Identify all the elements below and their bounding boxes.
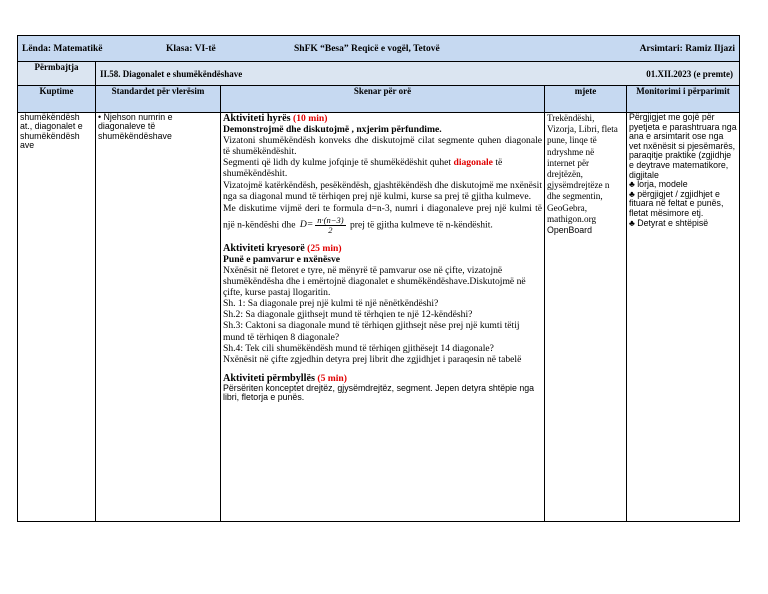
diagonal-formula	[300, 216, 346, 235]
intro-paragraph-1: Vizatoni shumëkëndësh konveks dhe diskutojmë cilat segmente quhen diagonale të shumëkëndëshit.	[223, 135, 542, 158]
col-monitorimi: Monitorimi i përparimit	[627, 86, 740, 113]
intro-paragraph-3: Vizatojmë katërkëndësh, pesëkëndësh, gjashtëkëndësh dhe diskutojmë me nxënësit nga sa diagonal mund të tërhiqen prej një kulmi, kurse sa prej të gjitha kulmeve.	[223, 179, 542, 202]
formula-denominator: 2	[328, 224, 333, 235]
task-1: Sh. 1: Sa diagonale prej një kulmi të një nënëtkëndëshi?	[223, 298, 439, 310]
monitorimi-cell	[627, 113, 740, 522]
mjete-text: Trekëndëshi, Vizorja, Libri, fleta pune, linqe të ndryshme në internet për drejtëzën, gjysëmdrejtëze n dhe segmentin, GeoGebra, mathigon.org	[547, 113, 618, 224]
content-row	[18, 113, 740, 522]
activity-closing-title: Aktiviteti përmbyllës	[223, 372, 315, 384]
monitor-line-2: ♣ lorja, modele	[629, 179, 688, 190]
activity-intro-subtitle: Demonstrojmë dhe diskutojmë , nxjerim përfundime.	[223, 124, 442, 136]
activity-main-time: (25 min)	[307, 242, 342, 254]
monitor-line-3: ♣ përgjigjet / zgjidhjet e fituara në feltat e punës, fletat mësimore etj.	[629, 188, 724, 218]
kuptime-cell	[18, 113, 96, 522]
activity-intro-title: Aktiviteti hyrës	[223, 113, 291, 124]
col-mjete: mjete	[545, 86, 627, 113]
subject-label: Lënda: Matematikë	[22, 43, 103, 54]
main-paragraph-2: Nxënësit në çifte zgjedhin detyra prej librit dhe zgjidhjet i paraqesin në tabelë	[223, 353, 522, 365]
activity-main-title: Aktiviteti kryesorë	[223, 242, 305, 254]
mjete-cell	[545, 113, 627, 522]
standardet-text: • Njehson numrin e diagonaleve të shumëkëndëshave	[98, 112, 173, 141]
intro-paragraph-2	[223, 157, 542, 179]
formula-numerator: n·(n−3)	[317, 214, 344, 225]
formula-fraction	[315, 216, 345, 235]
task-2: Sh.2: Sa diagonale gjithsejt mund të tërhqien te një 12-këndëshi?	[223, 309, 473, 321]
intro-p4-end: prej të gjitha kulmeve të n-këndëshit.	[349, 219, 493, 231]
school-label: ShFK “Besa” Reqicë e vogël, Tetovë	[294, 43, 440, 54]
monitor-line-4: ♣ Detyrat e shtëpisë	[629, 217, 709, 228]
intro-paragraph-4	[223, 202, 542, 235]
diagonal-term: diagonale	[453, 157, 493, 169]
col-standardet: Standardet për vlerësim	[96, 86, 221, 113]
intro-p2-start: Segmenti që lidh dy kulme jofqinje të shumëkëdëshit quhet	[223, 157, 454, 169]
monitor-line-1: Përgjigjet me gojë për pyetjeta e parashtruara nga ana e arsimtarit ose nga vet nxënësit si pjesëmarës, paraqitje praktike (zgjidhje e deytrave matematikore, digjitale	[629, 112, 737, 180]
kuptime-text: shumëkëndësh at., diagonalet e shumëkëndësh ave	[20, 112, 83, 151]
mjete-openboard: OpenBoard	[547, 225, 592, 236]
closing-paragraph: Përsëriten konceptet drejtëz, gjysëmdrejtëz, segment. Jepen detyra shtëpie nga libri, fletorja e punës.	[223, 382, 534, 402]
activity-closing-time: (5 min)	[317, 372, 347, 384]
activity-main-subtitle: Punë e pamvarur e nxënësve	[223, 253, 341, 265]
standardet-cell	[96, 113, 221, 522]
skenar-cell	[221, 113, 545, 522]
teacher-label: Arsimtari: Ramiz Iljazi	[639, 43, 736, 54]
header-row	[18, 36, 740, 62]
main-paragraph-1: Nxënësit në fletoret e tyre, në mënyrë të pamvarur ose në çifte, vizatojnë shumëkëndësha dhe i emërtojnë diagonalet e shumëkëndëshave.Diskutojmë në çifte, kurse pastaj llogaritin.	[223, 264, 526, 299]
lesson-topic: II.58. Diagonalet e shumëkëndëshave	[100, 68, 243, 79]
task-3: Sh.3: Caktoni sa diagonale mund të tërhiqen gjithsejt nëse prej një kumti tëtij mund të tërhiqen 8 diagonale?	[223, 320, 520, 343]
topic-row	[18, 62, 740, 86]
content-label: Përmbajtja	[18, 62, 96, 86]
intro-p4-start: Me diskutime vijmë deri te formula d=n-3, numri i diagonaleve prej një kulmi të një n-këndëshi dhe	[223, 202, 542, 231]
formula-lhs: D=	[299, 219, 314, 231]
intro-p2-end: të shumëkëndëshit.	[223, 157, 503, 180]
col-kuptime: Kuptime	[18, 86, 96, 113]
activity-intro-time: (10 min)	[293, 113, 328, 124]
lesson-date: 01.XII.2023 (e premte)	[646, 68, 734, 79]
task-4: Sh.4: Tek cili shumëkëndësh mund të tërhiqen gjithësejt 14 diagonale?	[223, 342, 494, 354]
lesson-plan-table	[17, 35, 740, 522]
col-skenar: Skenar për orë	[221, 86, 545, 113]
column-header-row	[18, 86, 740, 113]
class-label: Klasa: VI-të	[166, 43, 216, 54]
